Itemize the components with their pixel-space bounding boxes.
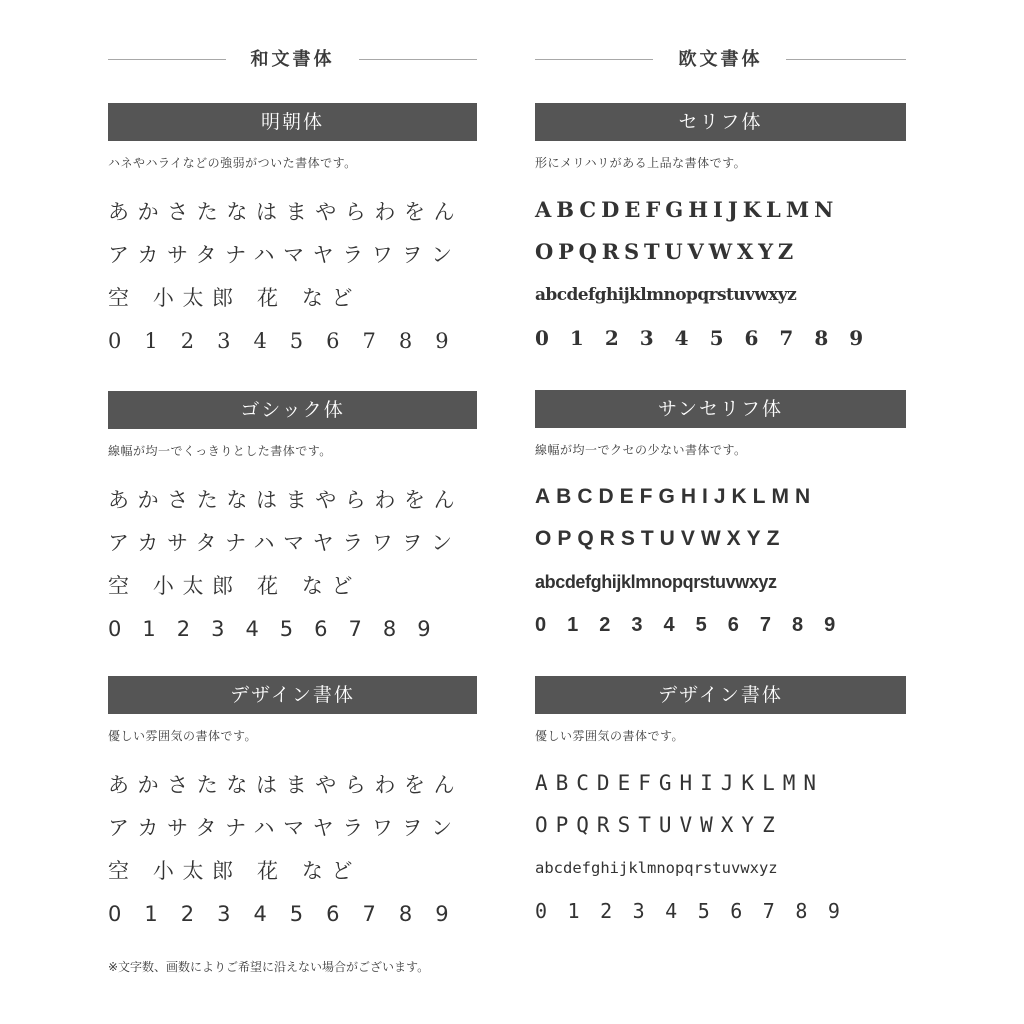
heading-rule-right: [786, 59, 906, 60]
footnote: ※文字数、画数によりご希望に沿えない場合がございます。: [108, 960, 430, 974]
uppercase-sample-1: ABCDEFGHIJKLMN: [535, 485, 817, 508]
digits-sample: 0123456789: [535, 614, 857, 636]
uppercase-sample-2: OPQRSTUVWXYZ: [535, 527, 786, 550]
katakana-sample: アカサタナハマヤラワヲン: [108, 531, 461, 555]
hiragana-sample: あかさたなはまやらわをん: [108, 488, 464, 512]
mincho-sample-block: [108, 103, 477, 363]
font-description: ハネやハライなどの強弱がついた書体です。: [108, 156, 357, 170]
font-description: 優しい雰囲気の書体です。: [535, 729, 685, 743]
font-name-bar: デザイン書体: [535, 676, 906, 714]
digits-sample: 0123456789: [535, 326, 885, 350]
uppercase-sample-2: OPQRSTUVWXYZ: [535, 239, 799, 264]
font-name-bar: セリフ体: [535, 103, 906, 141]
serif-sample-block: [535, 103, 906, 359]
sans-serif-sample-block: [535, 390, 906, 646]
font-name-bar: ゴシック体: [108, 391, 477, 429]
kanji-sample: 空 小太郎 花 など: [108, 286, 362, 310]
japanese-design-sample-block: [108, 676, 477, 936]
western-heading-text: 欧文書体: [678, 49, 763, 70]
uppercase-sample-2: OPQRSTUVWXYZ: [535, 813, 783, 837]
digits-sample: 0123456789: [108, 617, 452, 641]
digits-sample: 0123456789: [535, 899, 861, 923]
hiragana-sample: あかさたなはまやらわをん: [108, 200, 464, 224]
uppercase-sample-1: ABCDEFGHIJKLMN: [535, 771, 825, 795]
japanese-section-heading: [108, 44, 477, 76]
lowercase-sample: abcdefghijklmnopqrstuvwxyz: [535, 859, 778, 877]
uppercase-sample-1: ABCDEFGHIJKLMN: [535, 197, 839, 222]
font-name-bar: サンセリフ体: [535, 390, 906, 428]
japanese-heading-text: 和文書体: [250, 49, 335, 70]
western-section-heading: [535, 44, 906, 76]
hiragana-sample: あかさたなはまやらわをん: [108, 773, 464, 797]
katakana-sample: アカサタナハマヤラワヲン: [108, 243, 461, 267]
font-name-bar: 明朝体: [108, 103, 477, 141]
western-design-sample-block: [535, 676, 906, 932]
heading-rule-right: [359, 59, 477, 60]
kanji-sample: 空 小太郎 花 など: [108, 574, 362, 598]
font-description: 優しい雰囲気の書体です。: [108, 729, 258, 743]
font-description: 線幅が均一でクセの少ない書体です。: [535, 443, 747, 457]
digits-sample: 0123456789: [108, 329, 472, 353]
lowercase-sample: abcdefghijklmnopqrstuvwxyz: [535, 285, 797, 305]
font-name-bar: デザイン書体: [108, 676, 477, 714]
lowercase-sample: abcdefghijklmnopqrstuvwxyz: [535, 572, 777, 592]
gothic-sample-block: [108, 391, 477, 651]
katakana-sample: アカサタナハマヤラワヲン: [108, 816, 461, 840]
digits-sample: 0123456789: [108, 902, 472, 926]
kanji-sample: 空 小太郎 花 など: [108, 859, 362, 883]
font-description: 形にメリハリがある上品な書体です。: [535, 156, 747, 170]
font-description: 線幅が均一でくっきりとした書体です。: [108, 444, 332, 458]
